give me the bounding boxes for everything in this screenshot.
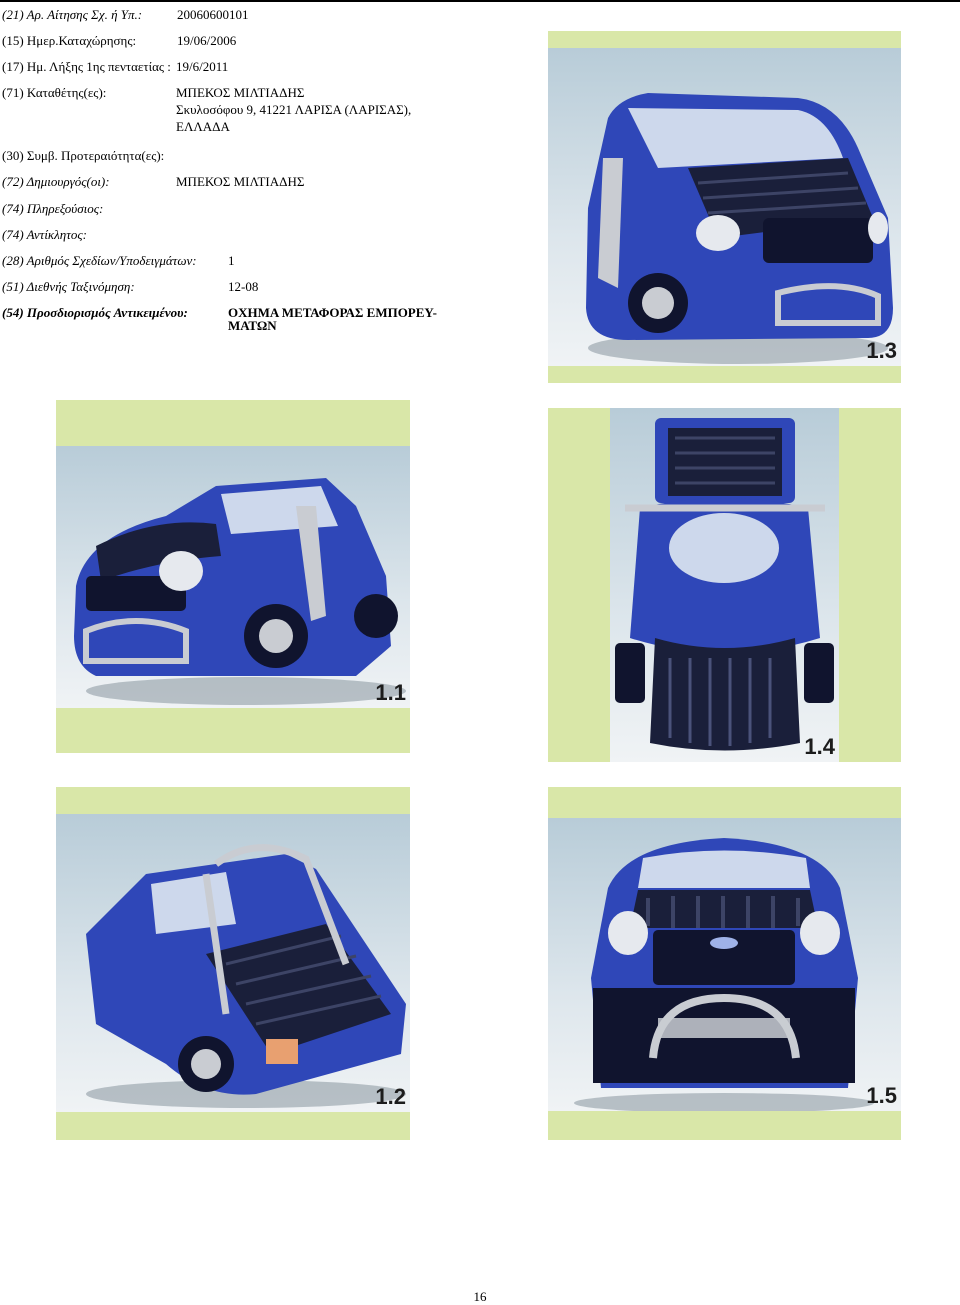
figure-1-2-image (56, 814, 410, 1112)
figure-1-4-frame (548, 408, 901, 762)
figure-label: 1.3 (866, 338, 897, 363)
field-value: 12-08 (228, 279, 259, 294)
figure-label: 1.1 (375, 680, 406, 705)
product-line-2: ΜΑΤΩΝ (228, 318, 277, 333)
applicant-name: ΜΠΕΚΟΣ ΜΙΛΤΙΑΔΗΣ (176, 85, 305, 100)
field-label: (17) Ημ. Λήξης 1ης πενταετίας : (2, 59, 171, 74)
field-label: (71) Καταθέτης(ες): (2, 85, 107, 100)
field-value: 1 (228, 253, 235, 268)
figure-1-3-frame (548, 31, 901, 383)
field-value: 19/6/2011 (176, 59, 229, 74)
field-label: (74) Αντίκλητος: (2, 227, 88, 242)
field-label: (21) Αρ. Αίτησης Σχ. ή Υπ.: (2, 7, 143, 22)
figure-label: 1.2 (375, 1084, 406, 1109)
field-label: (74) Πληρεξούσιος: (2, 201, 104, 216)
product-line-1: ΟΧΗΜΑ ΜΕΤΑΦΟΡΑΣ ΕΜΠΟΡΕΥ- (228, 305, 437, 320)
field-value: 20060600101 (177, 7, 249, 22)
figure-1-1-image (56, 446, 410, 708)
field-label: (15) Ημερ.Καταχώρησης: (2, 33, 137, 48)
field-label: (30) Συμβ. Προτεραιότητα(ες): (2, 148, 165, 163)
page-number: 16 (473, 1289, 487, 1304)
field-value: 19/06/2006 (177, 33, 237, 48)
field-label: (28) Αριθμός Σχεδίων/Υποδειγμάτων: (2, 253, 197, 268)
field-label: (54) Προσδιορισμός Αντικειμένου: (2, 305, 188, 320)
figure-1-5-image (548, 818, 901, 1111)
field-label: (72) Δημιουργός(οι): (2, 174, 110, 189)
applicant-country: ΕΛΛΑΔΑ (176, 119, 230, 134)
figure-1-3-image (548, 48, 901, 366)
figure-label: 1.4 (804, 734, 835, 759)
field-label: (51) Διεθνής Ταξινόμηση: (2, 279, 135, 294)
figure-1-1-frame (56, 400, 410, 753)
applicant-address: Σκυλοσόφου 9, 41221 ΛΑΡΙΣΑ (ΛΑΡΙΣΑΣ), (176, 102, 412, 117)
figure-1-2-frame (56, 787, 410, 1140)
top-rule (0, 0, 960, 2)
figure-1-4-image (610, 408, 839, 762)
field-value: ΜΠΕΚΟΣ ΜΙΛΤΙΑΔΗΣ (176, 174, 305, 189)
figure-label: 1.5 (866, 1083, 897, 1108)
figure-1-5-frame (548, 787, 901, 1140)
